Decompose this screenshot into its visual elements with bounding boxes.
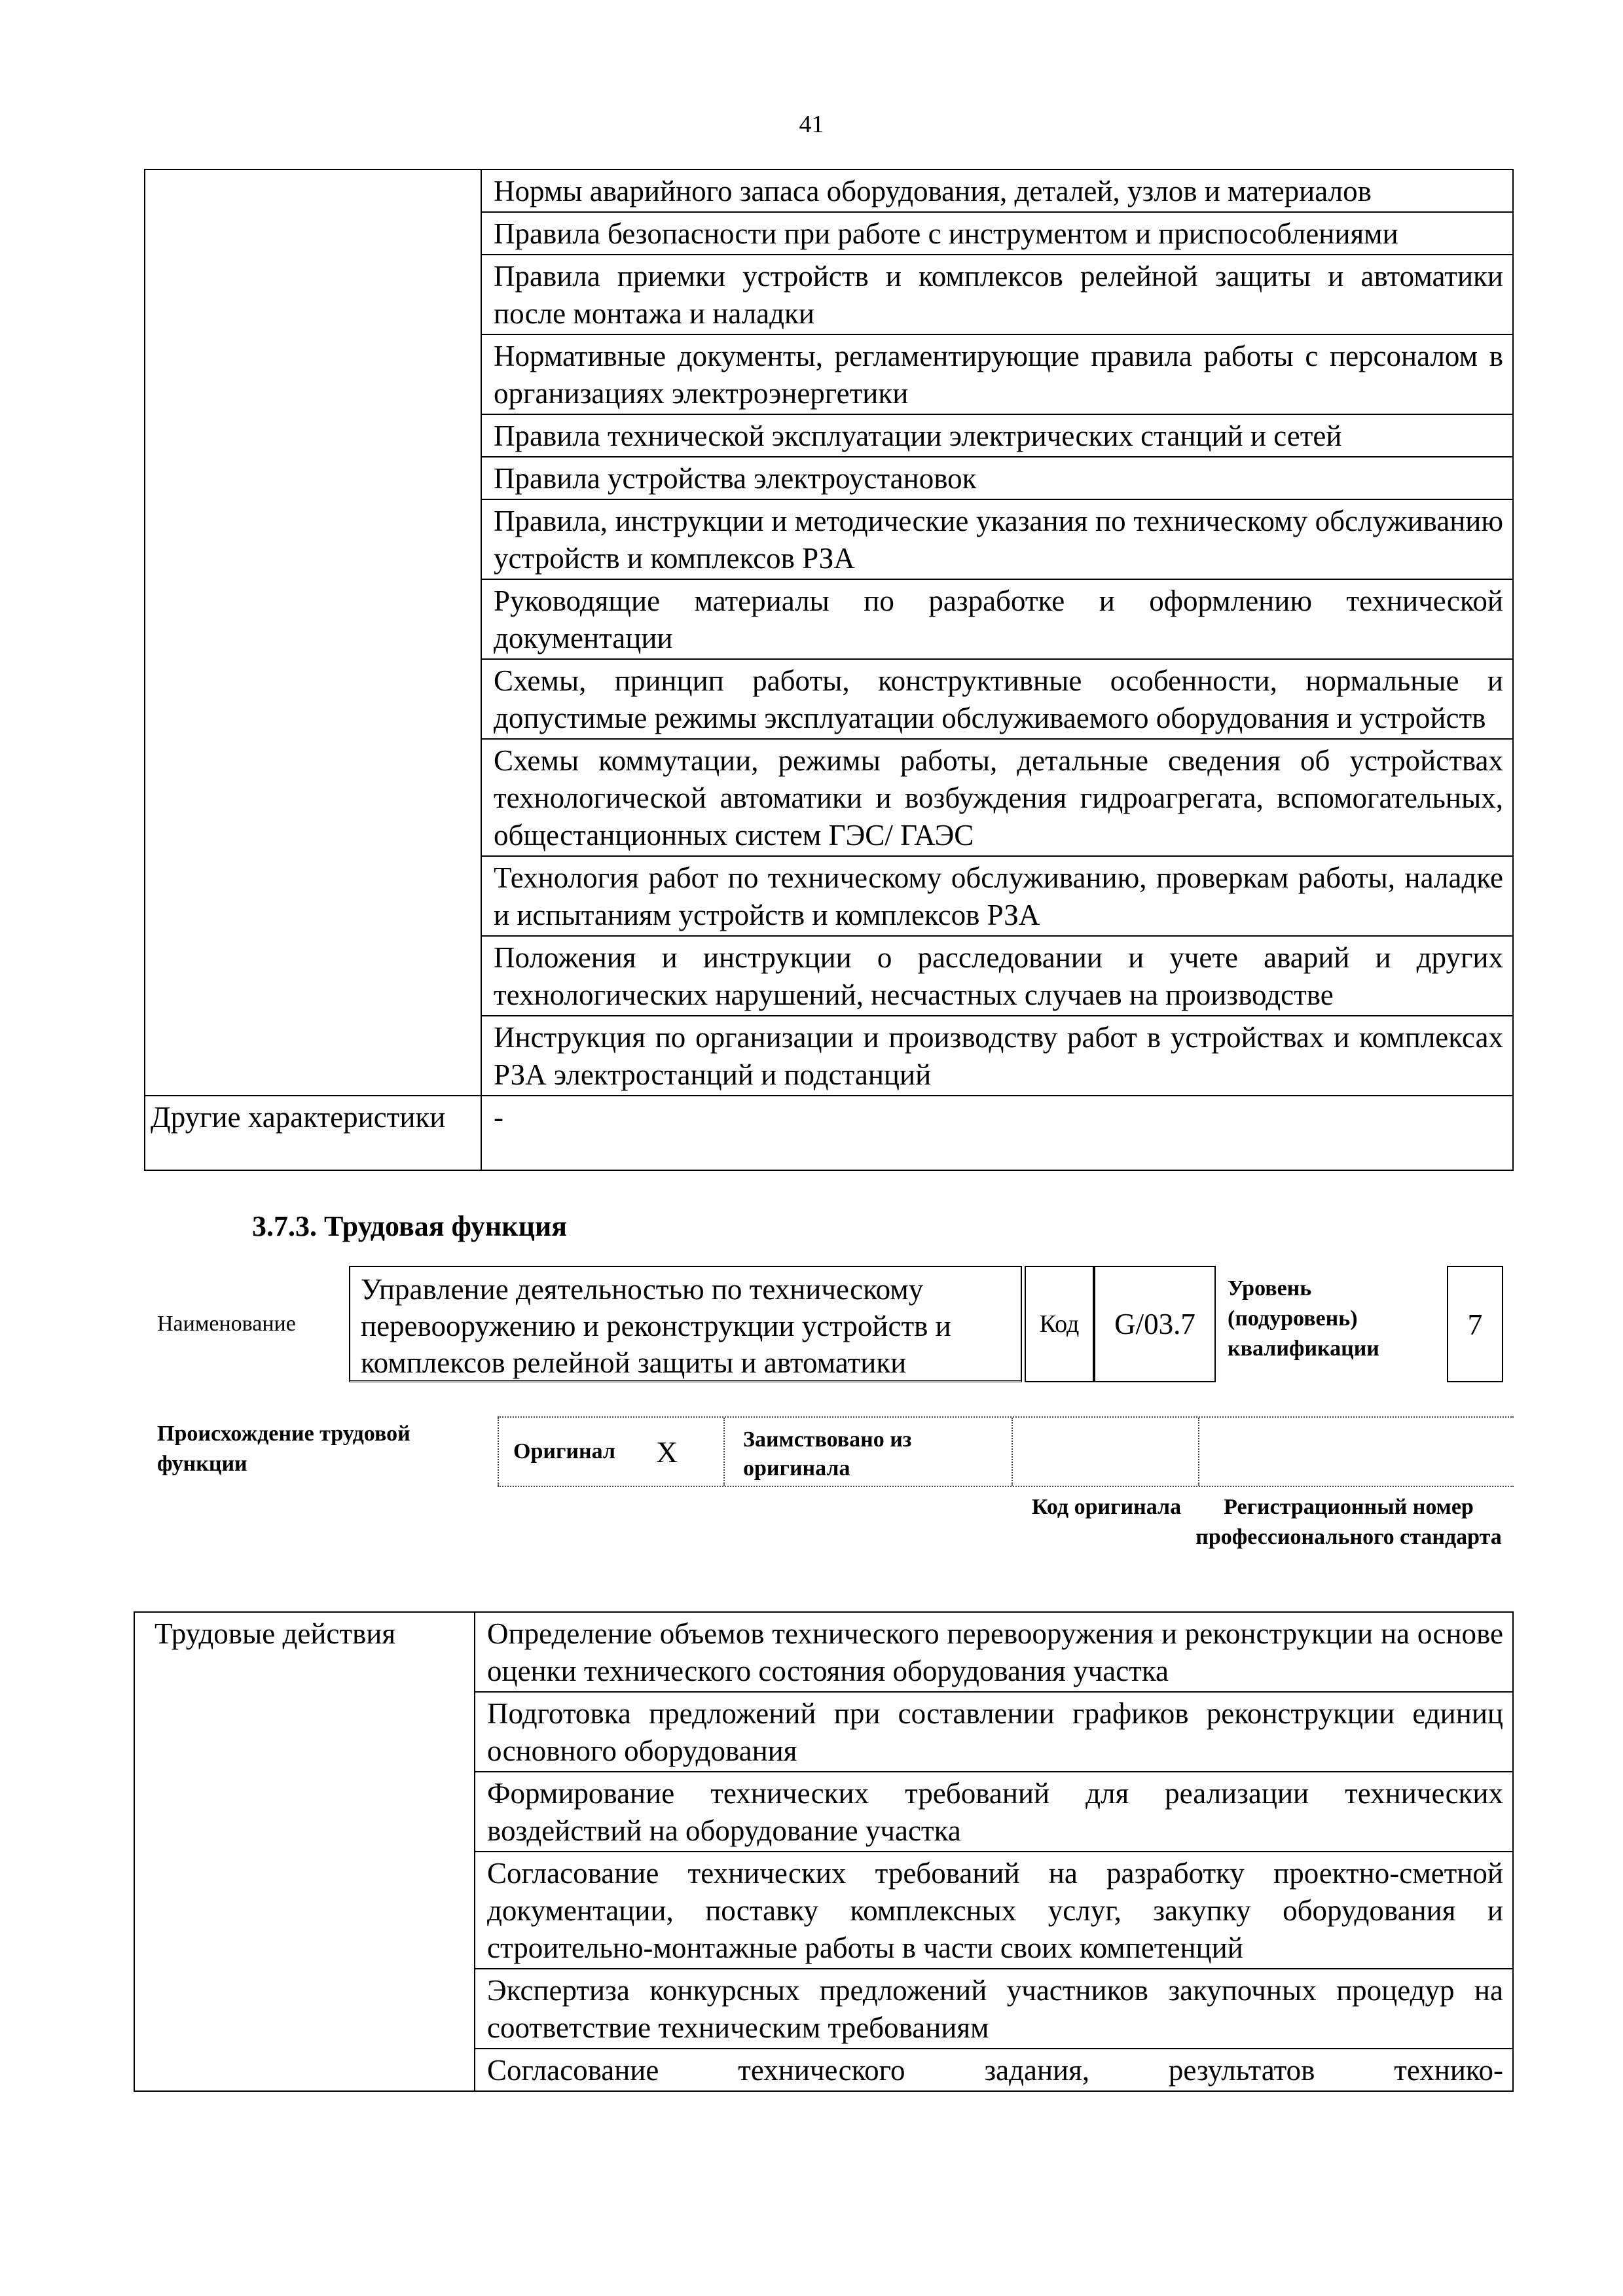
knowledge-item: Правила приемки устройств и комплексов релейной защиты и автоматики после монтажа и наладки (481, 255, 1513, 334)
knowledge-item: Правила безопасности при работе с инструментом и приспособлениями (481, 212, 1513, 255)
table-row (134, 1612, 1513, 1692)
labor-action-item: Экспертиза конкурсных предложений участников закупочных процедур на соответствие техническим требованиям (475, 1969, 1513, 2049)
page-number: 41 (799, 111, 824, 138)
knowledge-item: Нормы аварийного запаса оборудования, деталей, узлов и материалов (481, 170, 1513, 212)
qualification-level-label: Уровень (подуровень) квалификации (1228, 1276, 1379, 1361)
section-title: 3.7.3. Трудовая функция (252, 1210, 568, 1242)
knowledge-item: Правила, инструкции и методические указания по техническому обслуживанию устройств и комплексов РЗА (481, 499, 1513, 579)
knowledge-item: Правила технической эксплуатации электрических станций и сетей (481, 414, 1513, 457)
code-value: G/03.7 (1094, 1266, 1216, 1382)
origin-row (498, 1416, 1514, 1487)
code-label: Код (1025, 1266, 1094, 1382)
origin-label: Происхождение трудовой функции (157, 1422, 410, 1476)
other-characteristics-label: Другие характеристики (145, 1096, 481, 1170)
knowledge-item: Технология работ по техническому обслуживанию, проверкам работы, наладке и испытаниям устройств и комплексов РЗА (481, 856, 1513, 936)
knowledge-item: Правила устройства электроустановок (481, 457, 1513, 499)
code-original-caption: Код оригинала (1031, 1495, 1182, 1519)
knowledge-table (144, 169, 1514, 1171)
labor-action-item: Формирование технических требований для реализации технических воздействий на оборудование участка (475, 1772, 1513, 1852)
knowledge-item: Схемы коммутации, режимы работы, детальные сведения об устройствах технологической автоматики и возбуждения гидроагрегата, вспомогательных, общестанционных систем ГЭС/ ГАЭС (481, 739, 1513, 856)
table-row (145, 170, 1513, 212)
empty-label-cell (145, 170, 481, 1096)
registration-number-caption: Регистрационный номер профессионального стандарта (1195, 1495, 1502, 1549)
original-mark: X (655, 1435, 678, 1469)
labor-actions-label: Трудовые действия (134, 1612, 475, 2091)
knowledge-item: Нормативные документы, регламентирующие правила работы с персоналом в организациях электроэнергетики (481, 334, 1513, 414)
labor-action-item: Согласование технических требований на разработку проектно-сметной документации, поставку комплексных услуг, закупку оборудования и строительно-монтажные работы в части своих компетенций (475, 1852, 1513, 1969)
labor-action-item: Определение объемов технического перевооружения и реконструкции на основе оценки технического состояния оборудования участка (475, 1612, 1513, 1692)
knowledge-item: Схемы, принцип работы, конструктивные особенности, нормальные и допустимые режимы эксплуатации обслуживаемого оборудования и устройств (481, 659, 1513, 739)
labor-actions-table (134, 1611, 1514, 2092)
qualification-level-value: 7 (1447, 1266, 1503, 1382)
original-code-cell (1012, 1418, 1198, 1486)
knowledge-item: Инструкция по организации и производству работ в устройствах и комплексах РЗА электростанций и подстанций (481, 1016, 1513, 1096)
original-cell (498, 1418, 723, 1486)
labor-action-item: Подготовка предложений при составлении графиков реконструкции единиц основного оборудования (475, 1692, 1513, 1772)
function-name: Управление деятельностью по техническому перевооружению и реконструкции устройств и комплексов релейной защиты и автоматики (349, 1266, 1022, 1382)
name-label: Наименование (157, 1312, 296, 1336)
borrowed-cell (723, 1418, 1012, 1486)
original-label: Оригинал (513, 1439, 615, 1463)
registration-number-cell (1198, 1418, 1514, 1486)
other-characteristics-value: - (481, 1096, 1513, 1170)
labor-action-item: Согласование технического задания, результатов технико- (475, 2049, 1513, 2091)
knowledge-item: Руководящие материалы по разработке и оформлению технической документации (481, 579, 1513, 659)
borrowed-label: Заимствовано из оригинала (743, 1427, 912, 1480)
table-row (145, 1096, 1513, 1170)
knowledge-item: Положения и инструкции о расследовании и учете аварий и других технологических нарушений, несчастных случаев на производстве (481, 936, 1513, 1016)
